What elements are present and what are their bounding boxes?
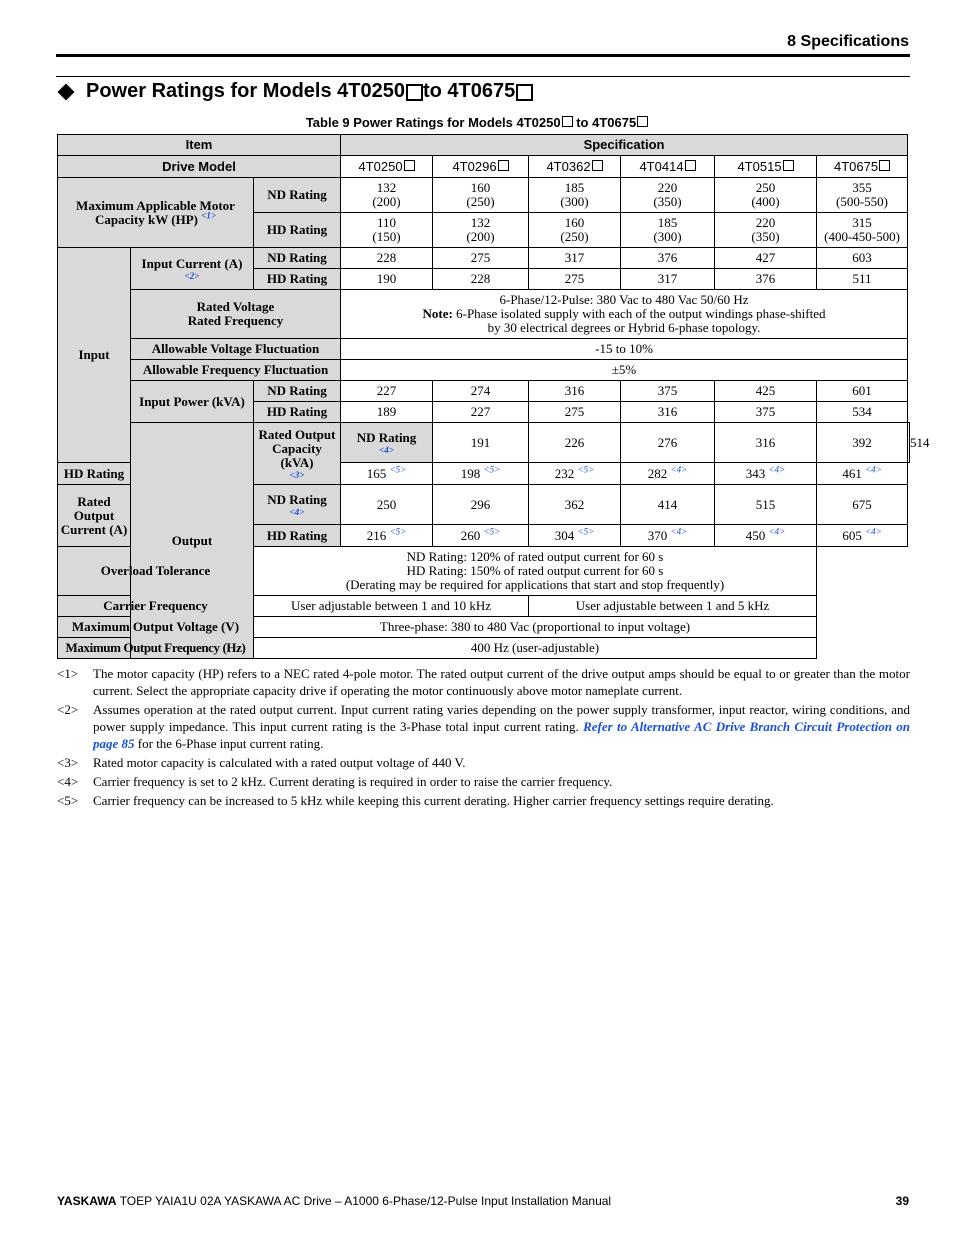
cell-value: 282 [647,465,668,481]
col-spec-header: Specification [341,135,908,156]
value-cell [817,525,908,547]
footnote-text: Rated motor capacity is calculated with a rated output voltage of 440 V. [93,755,466,770]
header-rule [56,54,910,57]
value-cell: 414 [621,485,715,525]
power-ratings-table [57,134,930,659]
model-cell [341,156,433,178]
value-cell [529,525,621,547]
value-cell: 376 [621,248,715,269]
section-heading [56,80,533,103]
hp-value: (150) [372,229,401,244]
kw-value: 220 [657,180,678,195]
kw-value: 132 [376,180,397,195]
model-cell [433,156,529,178]
footnote-item [57,665,910,699]
footnote-ref-link[interactable]: <5> [483,526,501,537]
value-cell: 316 [621,402,715,423]
hd-rating-label: HD Rating [58,463,131,485]
max-motor-label-l2: Capacity kW (HP) [94,211,199,227]
value-cell [433,178,529,213]
nd-rating-label: ND Rating [254,178,341,213]
footnote-text-part: for the 6-Phase input current rating. [134,736,324,751]
placeholder-box-icon [562,116,573,127]
kw-value: 132 [470,215,491,230]
input-current-label [131,248,254,290]
placeholder-box-icon [592,160,603,171]
kw-value: 250 [755,180,776,195]
header-rule-thin [56,76,910,77]
hp-value: (500-550) [836,194,889,209]
footnote-ref-link[interactable]: <4> [865,464,882,475]
value-cell: 375 [715,402,817,423]
value-cell [621,178,715,213]
placeholder-box-icon [516,84,533,101]
nd-rating-text: ND Rating [267,491,327,507]
value-cell: 375 [621,381,715,402]
model-name: 4T0515 [737,158,782,174]
cell-value: 260 [460,527,481,543]
value-cell: 274 [433,381,529,402]
value-cell: 275 [433,248,529,269]
model-name: 4T0414 [639,158,684,174]
max-motor-label-l1: Maximum Applicable Motor [76,197,235,213]
heading-text-a: Power Ratings for Models 4T0250 [86,80,405,102]
footnotes [57,665,910,811]
cell-value: 165 [366,465,387,481]
footnote-text: The motor capacity (HP) refers to a NEC rated 4-pole motor. The rated output current of the drive output amps should be equal to or greater than the motor current. Select the appropriate capacity drive if operating the motor continuously above motor nameplate current. [93,666,910,698]
value-cell: 534 [817,402,908,423]
value-cell [529,178,621,213]
value-cell: 601 [817,381,908,402]
capacity-label-l2: Capacity (kVA) [272,440,322,470]
carrier-frequency-value-a: User adjustable between 1 and 10 kHz [254,596,529,617]
placeholder-box-icon [406,84,423,101]
value-cell [433,525,529,547]
value-cell: 275 [529,269,621,290]
value-cell [341,213,433,248]
hp-value: (250) [466,194,495,209]
value-cell: 511 [817,269,908,290]
placeholder-box-icon [637,116,648,127]
placeholder-box-icon [498,160,509,171]
value-cell [817,178,908,213]
note-label: Note: [422,306,453,321]
cell-value: 198 [460,465,481,481]
model-name: 4T0250 [358,158,403,174]
value-cell [433,213,529,248]
kw-value: 185 [564,180,585,195]
value-cell: 227 [341,381,433,402]
kw-value: 110 [376,215,397,230]
page-number: 39 [895,1194,909,1208]
footnote-ref-link[interactable]: <4> [768,464,786,475]
value-cell [529,213,621,248]
footnote-text-part: Assumes operation at the rated output current. Input current rating varies depending on the power supply transformer, input reactor, wiring conditions, and power supply impedance. This input current rating is the 3-Phase total input current rating. [93,702,910,734]
hp-value: (300) [560,194,589,209]
hp-value: (400) [751,194,780,209]
value-cell [715,178,817,213]
footnote-item [57,754,910,771]
rated-voltage-text: Rated Voltage [196,299,275,314]
value-cell [529,463,621,485]
note-text: 6-Phase isolated supply with each of the output windings phase-shifted [452,306,826,321]
hp-value: (400-450-500) [824,229,900,244]
footnote-ref-link[interactable]: <4> [670,526,688,537]
caption-text-a: Table 9 Power Ratings for Models 4T0250 [305,115,561,130]
hp-value: (350) [751,229,780,244]
value-cell: 228 [341,248,433,269]
kw-value: 185 [657,215,678,230]
footnote-number: <4> [57,774,79,789]
footer-doc-title: TOEP YAIA1U 02A YASKAWA AC Drive – A1000 6-Phase/12-Pulse Input Installation Manual [116,1194,612,1208]
cell-value: 304 [554,527,575,543]
max-output-frequency-label: Maximum Output Frequency (Hz) [58,638,254,659]
footnote-number: <5> [57,793,79,808]
footnote-ref-link[interactable]: <5> [577,464,595,475]
model-name: 4T0362 [546,158,591,174]
nd-rating-label: ND Rating [254,381,341,402]
value-cell: 362 [529,485,621,525]
drive-model-label: Drive Model [58,156,341,178]
allowable-frequency-value: ±5% [341,360,908,381]
placeholder-box-icon [685,160,696,171]
carrier-frequency-value-b: User adjustable between 1 and 5 kHz [529,596,817,617]
overload-tolerance-label: Overload Tolerance [58,547,254,596]
hp-value: (350) [653,194,682,209]
value-cell: 425 [715,381,817,402]
max-output-frequency-value: 400 Hz (user-adjustable) [254,638,817,659]
footnote-ref-link[interactable]: <4> [289,506,305,517]
rated-voltage-value [341,290,908,339]
capacity-label-l1: Rated Output [258,426,336,442]
kw-value: 220 [755,215,776,230]
hd-rating-label: HD Rating [254,525,341,547]
footnote-text [93,701,910,752]
hd-rating-label: HD Rating [254,269,341,290]
current-label-l1: Rated Output [73,493,115,523]
nd-rating-label [254,485,341,525]
kw-value: 315 [852,215,872,230]
footnote-text: Carrier frequency is set to 2 kHz. Current derating is required in order to raise the carrier frequency. [93,774,613,789]
hd-rating-label: HD Rating [254,213,341,248]
model-name: 4T0675 [833,158,879,174]
model-name: 4T0296 [452,158,497,174]
value-cell [621,463,715,485]
value-cell [621,213,715,248]
cell-value: 370 [647,527,668,543]
allowable-voltage-value: -15 to 10% [341,339,908,360]
value-cell: 376 [715,269,817,290]
max-output-voltage-value: Three-phase: 380 to 480 Vac (proportional to input voltage) [254,617,817,638]
input-group-label: Input [58,248,131,463]
footnote-number: <2> [57,702,79,717]
hp-value: (250) [560,229,589,244]
current-label-l2: Current (A) [60,521,128,537]
diamond-bullet-icon [58,83,75,100]
value-cell: 316 [529,381,621,402]
value-cell [715,463,817,485]
footnote-ref-link[interactable]: <5> [483,464,501,475]
kw-value: 160 [564,215,585,230]
value-cell: 317 [621,269,715,290]
note-text-cont: by 30 electrical degrees or Hybrid 6-phase topology. [487,320,761,335]
nd-rating-label [341,423,433,463]
value-cell [715,525,817,547]
value-cell: 514 [908,423,910,463]
heading-text-b: to 4T0675 [422,80,516,102]
value-cell [433,463,529,485]
overload-tolerance-value [254,547,817,596]
value-cell [621,525,715,547]
value-cell: 275 [529,402,621,423]
value-cell [341,178,433,213]
cell-value: 450 [745,527,766,543]
footnote-number: <1> [57,666,79,681]
value-cell: 675 [817,485,908,525]
footnote-ref-link[interactable]: <4> [865,526,882,537]
model-cell [715,156,817,178]
allowable-frequency-label: Allowable Frequency Fluctuation [131,360,341,381]
footnote-ref-link[interactable]: <3> [289,469,305,480]
model-cell [529,156,621,178]
max-output-voltage-label: Maximum Output Voltage (V) [58,617,254,638]
footnote-ref-link[interactable]: <5> [389,526,407,537]
rated-frequency-text: Rated Frequency [187,313,284,328]
hd-rating-label: HD Rating [254,402,341,423]
hp-value: (200) [466,229,495,244]
placeholder-box-icon [783,160,794,171]
footnote-ref-link[interactable]: <4> [670,464,688,475]
value-cell [817,213,908,248]
value-cell [341,463,433,485]
cell-value: 216 [366,527,387,543]
running-header: 8 Specifications [787,33,909,50]
value-cell: 316 [715,423,817,463]
caption-text-b: to 4T0675 [572,115,637,130]
model-cell [621,156,715,178]
footnote-ref-link[interactable]: <1> [201,210,217,221]
value-cell: 515 [715,485,817,525]
value-cell: 228 [433,269,529,290]
cross-reference-link[interactable]: Refer to Alternative AC Drive Branch Circuit Protection on page 85 [93,719,911,751]
value-cell: 189 [341,402,433,423]
nd-rating-text: ND Rating [356,429,417,445]
footnote-ref-link[interactable]: <5> [577,526,595,537]
value-cell: 392 [817,423,908,463]
value-cell: 317 [529,248,621,269]
overload-line: (Derating may be required for applications that start and stop frequently) [345,577,725,592]
page-footer [57,1194,611,1208]
voltage-line: 6-Phase/12-Pulse: 380 Vac to 480 Vac 50/60 Hz [499,292,749,307]
value-cell: 250 [341,485,433,525]
value-cell [817,463,908,485]
footnote-number: <3> [57,755,79,770]
cell-value: 232 [554,465,575,481]
overload-line: ND Rating: 120% of rated output current for 60 s [406,549,664,564]
output-group-label: Output [131,423,254,659]
rated-output-capacity-label [254,423,341,485]
value-cell: 191 [433,423,529,463]
footnote-text: Carrier frequency can be increased to 5 kHz while keeping this current derating. Higher carrier frequency settings require derating. [93,793,774,808]
value-cell: 427 [715,248,817,269]
rated-output-current-label [58,485,131,547]
model-cell [817,156,908,178]
nd-rating-label: ND Rating [254,248,341,269]
value-cell: 276 [621,423,715,463]
footnote-item [57,773,910,790]
carrier-frequency-label: Carrier Frequency [58,596,254,617]
value-cell [715,213,817,248]
cell-value: 461 [842,465,862,481]
value-cell: 296 [433,485,529,525]
footer-brand: YASKAWA [57,1194,117,1208]
rated-voltage-label [131,290,341,339]
col-item-header: Item [58,135,341,156]
footnote-ref-link[interactable]: <2> [184,270,200,281]
value-cell: 226 [529,423,621,463]
max-motor-label [58,178,254,248]
placeholder-box-icon [879,160,890,171]
value-cell: 603 [817,248,908,269]
footnote-item [57,701,910,752]
kw-value: 160 [470,180,491,195]
placeholder-box-icon [404,160,415,171]
footnote-item [57,792,910,809]
hp-value: (300) [653,229,682,244]
input-power-label: Input Power (kVA) [131,381,254,423]
table-caption [0,115,954,130]
footnote-ref-link[interactable]: <4> [379,444,394,455]
value-cell [341,525,433,547]
hp-value: (200) [372,194,401,209]
footnote-ref-link[interactable]: <5> [389,464,407,475]
input-current-text: Input Current (A) [141,255,243,271]
value-cell: 190 [341,269,433,290]
cell-value: 343 [745,465,766,481]
allowable-voltage-label: Allowable Voltage Fluctuation [131,339,341,360]
overload-line: HD Rating: 150% of rated output current for 60 s [406,563,664,578]
footnote-ref-link[interactable]: <4> [768,526,786,537]
kw-value: 355 [852,180,872,195]
value-cell: 227 [433,402,529,423]
cell-value: 605 [842,527,862,543]
